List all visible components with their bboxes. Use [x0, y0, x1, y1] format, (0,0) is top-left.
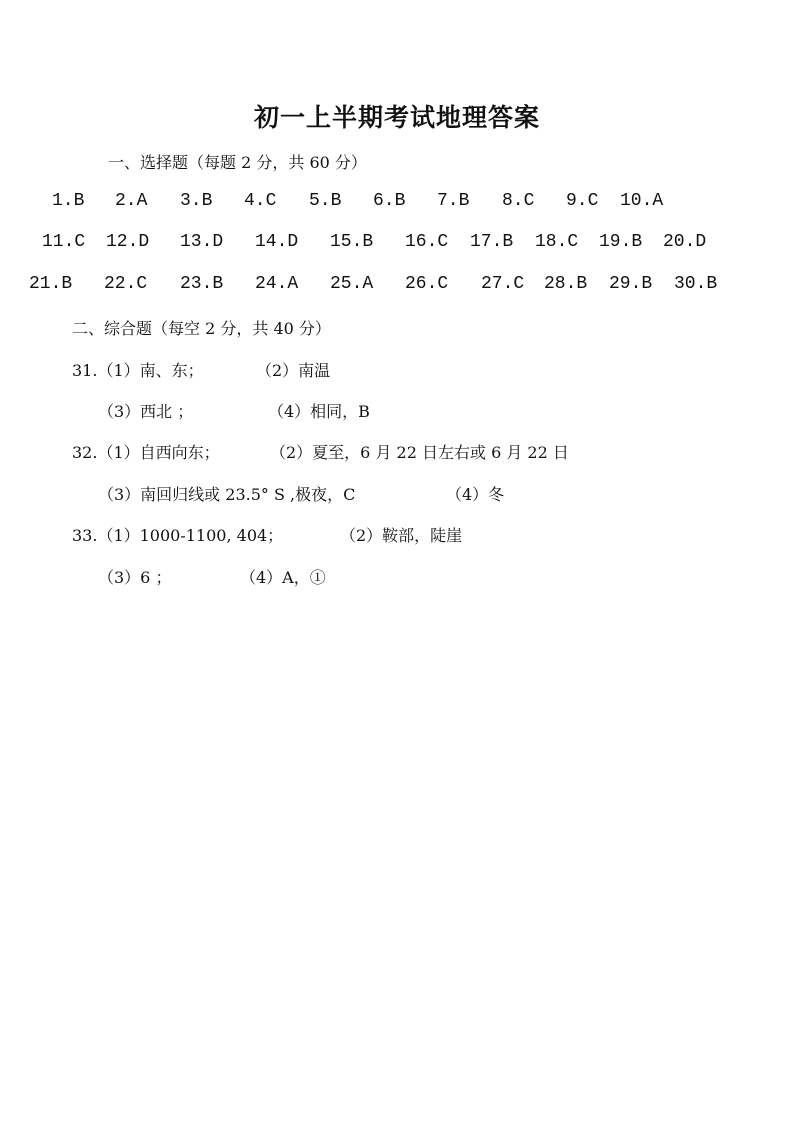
answer-21: 21.B [29, 274, 73, 294]
answer-25: 25.A [330, 274, 374, 294]
answer-12: 12.D [106, 232, 150, 252]
q31-part3: （3）西北 ； [98, 402, 194, 421]
q33-part4: （4）A，① [240, 568, 326, 587]
q32-part1: 32.（1）自西向东； [72, 443, 220, 462]
answer-15: 15.B [330, 232, 374, 252]
answer-20: 20.D [663, 232, 707, 252]
q31-part4: （4）相同，B [268, 402, 370, 421]
answer-22: 22.C [104, 274, 148, 294]
answer-1: 1.B [52, 191, 85, 211]
q33-part2: （2）鞍部，陡崖 [340, 526, 463, 545]
q32-part2: （2）夏至，6 月 22 日左右或 6 月 22 日 [270, 443, 569, 462]
answer-30: 30.B [674, 274, 718, 294]
answer-29: 29.B [609, 274, 653, 294]
q33-part1: 33.（1）1000-1100, 404； [72, 526, 284, 545]
answer-28: 28.B [544, 274, 588, 294]
answer-2: 2.A [115, 191, 148, 211]
q32-part3: （3）南回归线或 23.5° S ,极夜，C [98, 485, 356, 504]
q31-part2: （2）南温 [256, 361, 331, 380]
section-2-heading: 二、综合题（每空 2 分，共 40 分） [72, 319, 331, 338]
answer-9: 9.C [566, 191, 599, 211]
section-1-heading: 一、选择题（每题 2 分，共 60 分） [108, 153, 367, 172]
q33-part3: （3）6 ； [98, 568, 172, 587]
answer-13: 13.D [180, 232, 224, 252]
answer-3: 3.B [180, 191, 213, 211]
answer-4: 4.C [244, 191, 277, 211]
answer-16: 16.C [405, 232, 449, 252]
answer-8: 8.C [502, 191, 535, 211]
answer-10: 10.A [620, 191, 664, 211]
answer-6: 6.B [373, 191, 406, 211]
answer-23: 23.B [180, 274, 224, 294]
answer-7: 7.B [437, 191, 470, 211]
answer-5: 5.B [309, 191, 342, 211]
answer-27: 27.C [481, 274, 525, 294]
page-title: 初一上半期考试地理答案 [253, 103, 540, 132]
answer-26: 26.C [405, 274, 449, 294]
answer-14: 14.D [255, 232, 299, 252]
q32-part4: （4）冬 [446, 485, 505, 504]
answer-11: 11.C [42, 232, 86, 252]
answer-18: 18.C [535, 232, 579, 252]
answer-17: 17.B [470, 232, 514, 252]
answer-19: 19.B [599, 232, 643, 252]
answer-24: 24.A [255, 274, 299, 294]
q31-part1: 31.（1）南、东； [72, 361, 204, 380]
